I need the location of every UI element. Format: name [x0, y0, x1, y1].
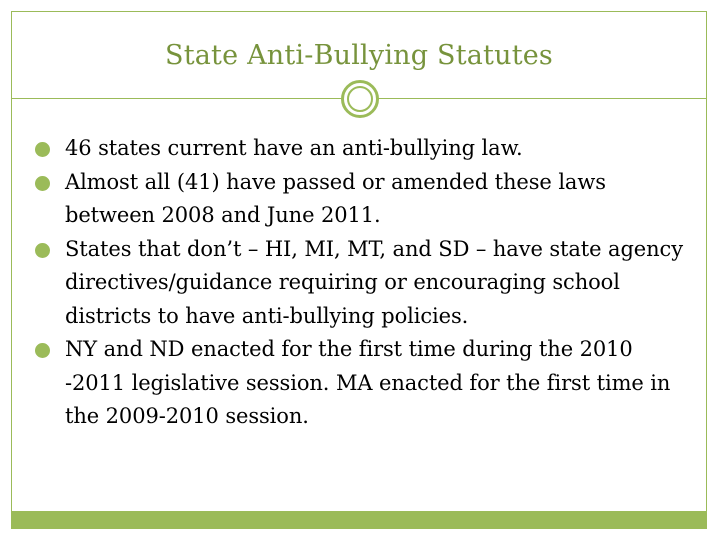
slide-frame — [11, 11, 707, 529]
bullet-text: Almost all (41) have passed or amended these laws between 2008 and June 2011. — [65, 169, 606, 227]
bullet-dot-icon — [35, 176, 50, 191]
bullet-item — [35, 333, 695, 434]
bullet-text: NY and ND enacted for the first time during the 2010 -2011 legislative session. MA enacted for the first time in the 2009-2010 session. — [65, 337, 671, 428]
bullet-dot-icon — [35, 243, 50, 258]
bullet-item — [35, 132, 695, 166]
ring-icon — [341, 80, 379, 118]
bullet-text: States that don’t – HI, MI, MT, and SD – have state agency directives/guidance requiring or encouraging school districts to have anti-bullying policies. — [65, 236, 683, 328]
bullet-dot-icon — [35, 343, 50, 358]
slide-title: State Anti-Bullying Statutes — [165, 40, 553, 71]
footer-bar — [12, 511, 706, 528]
bullet-list — [35, 132, 695, 434]
bullet-item — [35, 233, 695, 334]
bullet-item — [35, 166, 695, 233]
bullet-text: 46 states current have an anti-bullying law. — [65, 136, 523, 160]
bullet-dot-icon — [35, 142, 50, 157]
